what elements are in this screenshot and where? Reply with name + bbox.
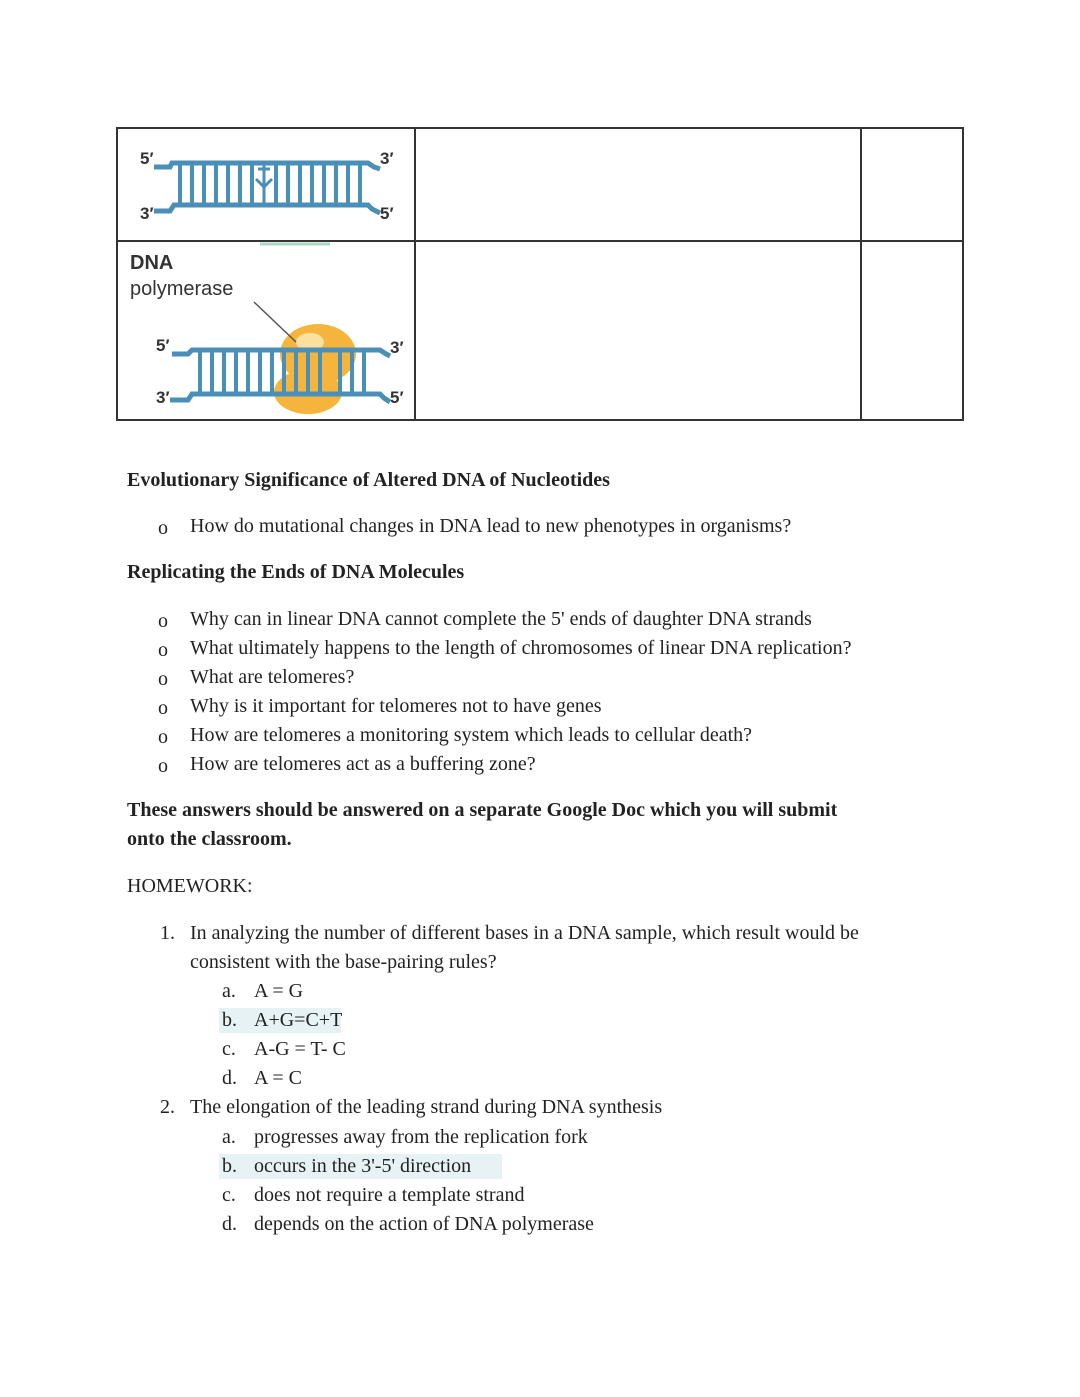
option-letter: a. bbox=[222, 1126, 236, 1148]
option-letter: b. bbox=[222, 1155, 237, 1177]
question-number: 2. bbox=[160, 1096, 175, 1118]
dna-helix-figure bbox=[118, 129, 414, 240]
question-text: The elongation of the leading strand during DNA synthesis bbox=[190, 1096, 663, 1118]
section-heading: Evolutionary Significance of Altered DNA of Nucleotides bbox=[127, 469, 610, 491]
option-letter: d. bbox=[222, 1067, 237, 1089]
bullet-icon: o bbox=[158, 639, 168, 661]
bullet-icon: o bbox=[158, 697, 168, 719]
strand-end-label: 3′ bbox=[156, 388, 170, 407]
bullet-text: How are telomeres a monitoring system which leads to cellular death? bbox=[190, 724, 753, 746]
option-text: A+G=C+T bbox=[254, 1009, 343, 1031]
table-divider bbox=[414, 129, 416, 419]
option-letter: b. bbox=[222, 1009, 237, 1031]
question-number: 1. bbox=[160, 922, 175, 944]
bullet-text: Why can in linear DNA cannot complete the 5' ends of daughter DNA strands bbox=[190, 608, 812, 630]
option-letter: d. bbox=[222, 1213, 237, 1235]
option-text: A-G = T- C bbox=[254, 1038, 346, 1060]
option-text: progresses away from the replication fork bbox=[254, 1126, 588, 1148]
bullet-icon: o bbox=[158, 517, 168, 539]
bullet-text: What ultimately happens to the length of chromosomes of linear DNA replication? bbox=[190, 637, 852, 659]
strand-end-label: 3′ bbox=[390, 338, 404, 357]
option-text: depends on the action of DNA polymerase bbox=[254, 1213, 594, 1235]
bullet-icon: o bbox=[158, 755, 168, 777]
bullet-icon: o bbox=[158, 610, 168, 632]
option-letter: a. bbox=[222, 980, 236, 1002]
figure-table bbox=[116, 127, 964, 421]
bullet-text: How do mutational changes in DNA lead to new phenotypes in organisms? bbox=[190, 515, 792, 537]
question-text: consistent with the base-pairing rules? bbox=[190, 951, 497, 973]
question-text: In analyzing the number of different bases in a DNA sample, which result would be bbox=[190, 922, 859, 944]
instruction-note: onto the classroom. bbox=[127, 828, 292, 850]
bullet-icon: o bbox=[158, 668, 168, 690]
enzyme-label: polymerase bbox=[130, 278, 234, 300]
homework-label: HOMEWORK: bbox=[127, 875, 253, 897]
dna-double-strand-drawing bbox=[118, 129, 414, 240]
option-text: occurs in the 3'-5' direction bbox=[254, 1155, 472, 1177]
option-text: A = G bbox=[254, 980, 304, 1002]
strand-end-label: 3′ bbox=[140, 204, 154, 223]
strand-end-label: 5′ bbox=[380, 204, 394, 223]
bullet-icon: o bbox=[158, 726, 168, 748]
dna-polymerase-drawing bbox=[118, 242, 414, 421]
instruction-note: These answers should be answered on a separate Google Doc which you will submit bbox=[127, 799, 838, 821]
option-letter: c. bbox=[222, 1038, 236, 1060]
bullet-text: Why is it important for telomeres not to have genes bbox=[190, 695, 602, 717]
bullet-text: What are telomeres? bbox=[190, 666, 355, 688]
strand-end-label: 5′ bbox=[156, 336, 170, 355]
strand-end-label: 5′ bbox=[140, 149, 154, 168]
section-heading: Replicating the Ends of DNA Molecules bbox=[127, 561, 465, 583]
bullet-text: How are telomeres act as a buffering zone? bbox=[190, 753, 536, 775]
option-letter: c. bbox=[222, 1184, 236, 1206]
strand-end-label: 5′ bbox=[390, 388, 404, 407]
table-divider bbox=[860, 129, 862, 419]
option-text: A = C bbox=[254, 1067, 302, 1089]
strand-end-label: 3′ bbox=[380, 149, 394, 168]
dna-polymerase-figure bbox=[118, 242, 414, 421]
enzyme-label: DNA bbox=[130, 252, 174, 274]
option-text: does not require a template strand bbox=[254, 1184, 525, 1206]
